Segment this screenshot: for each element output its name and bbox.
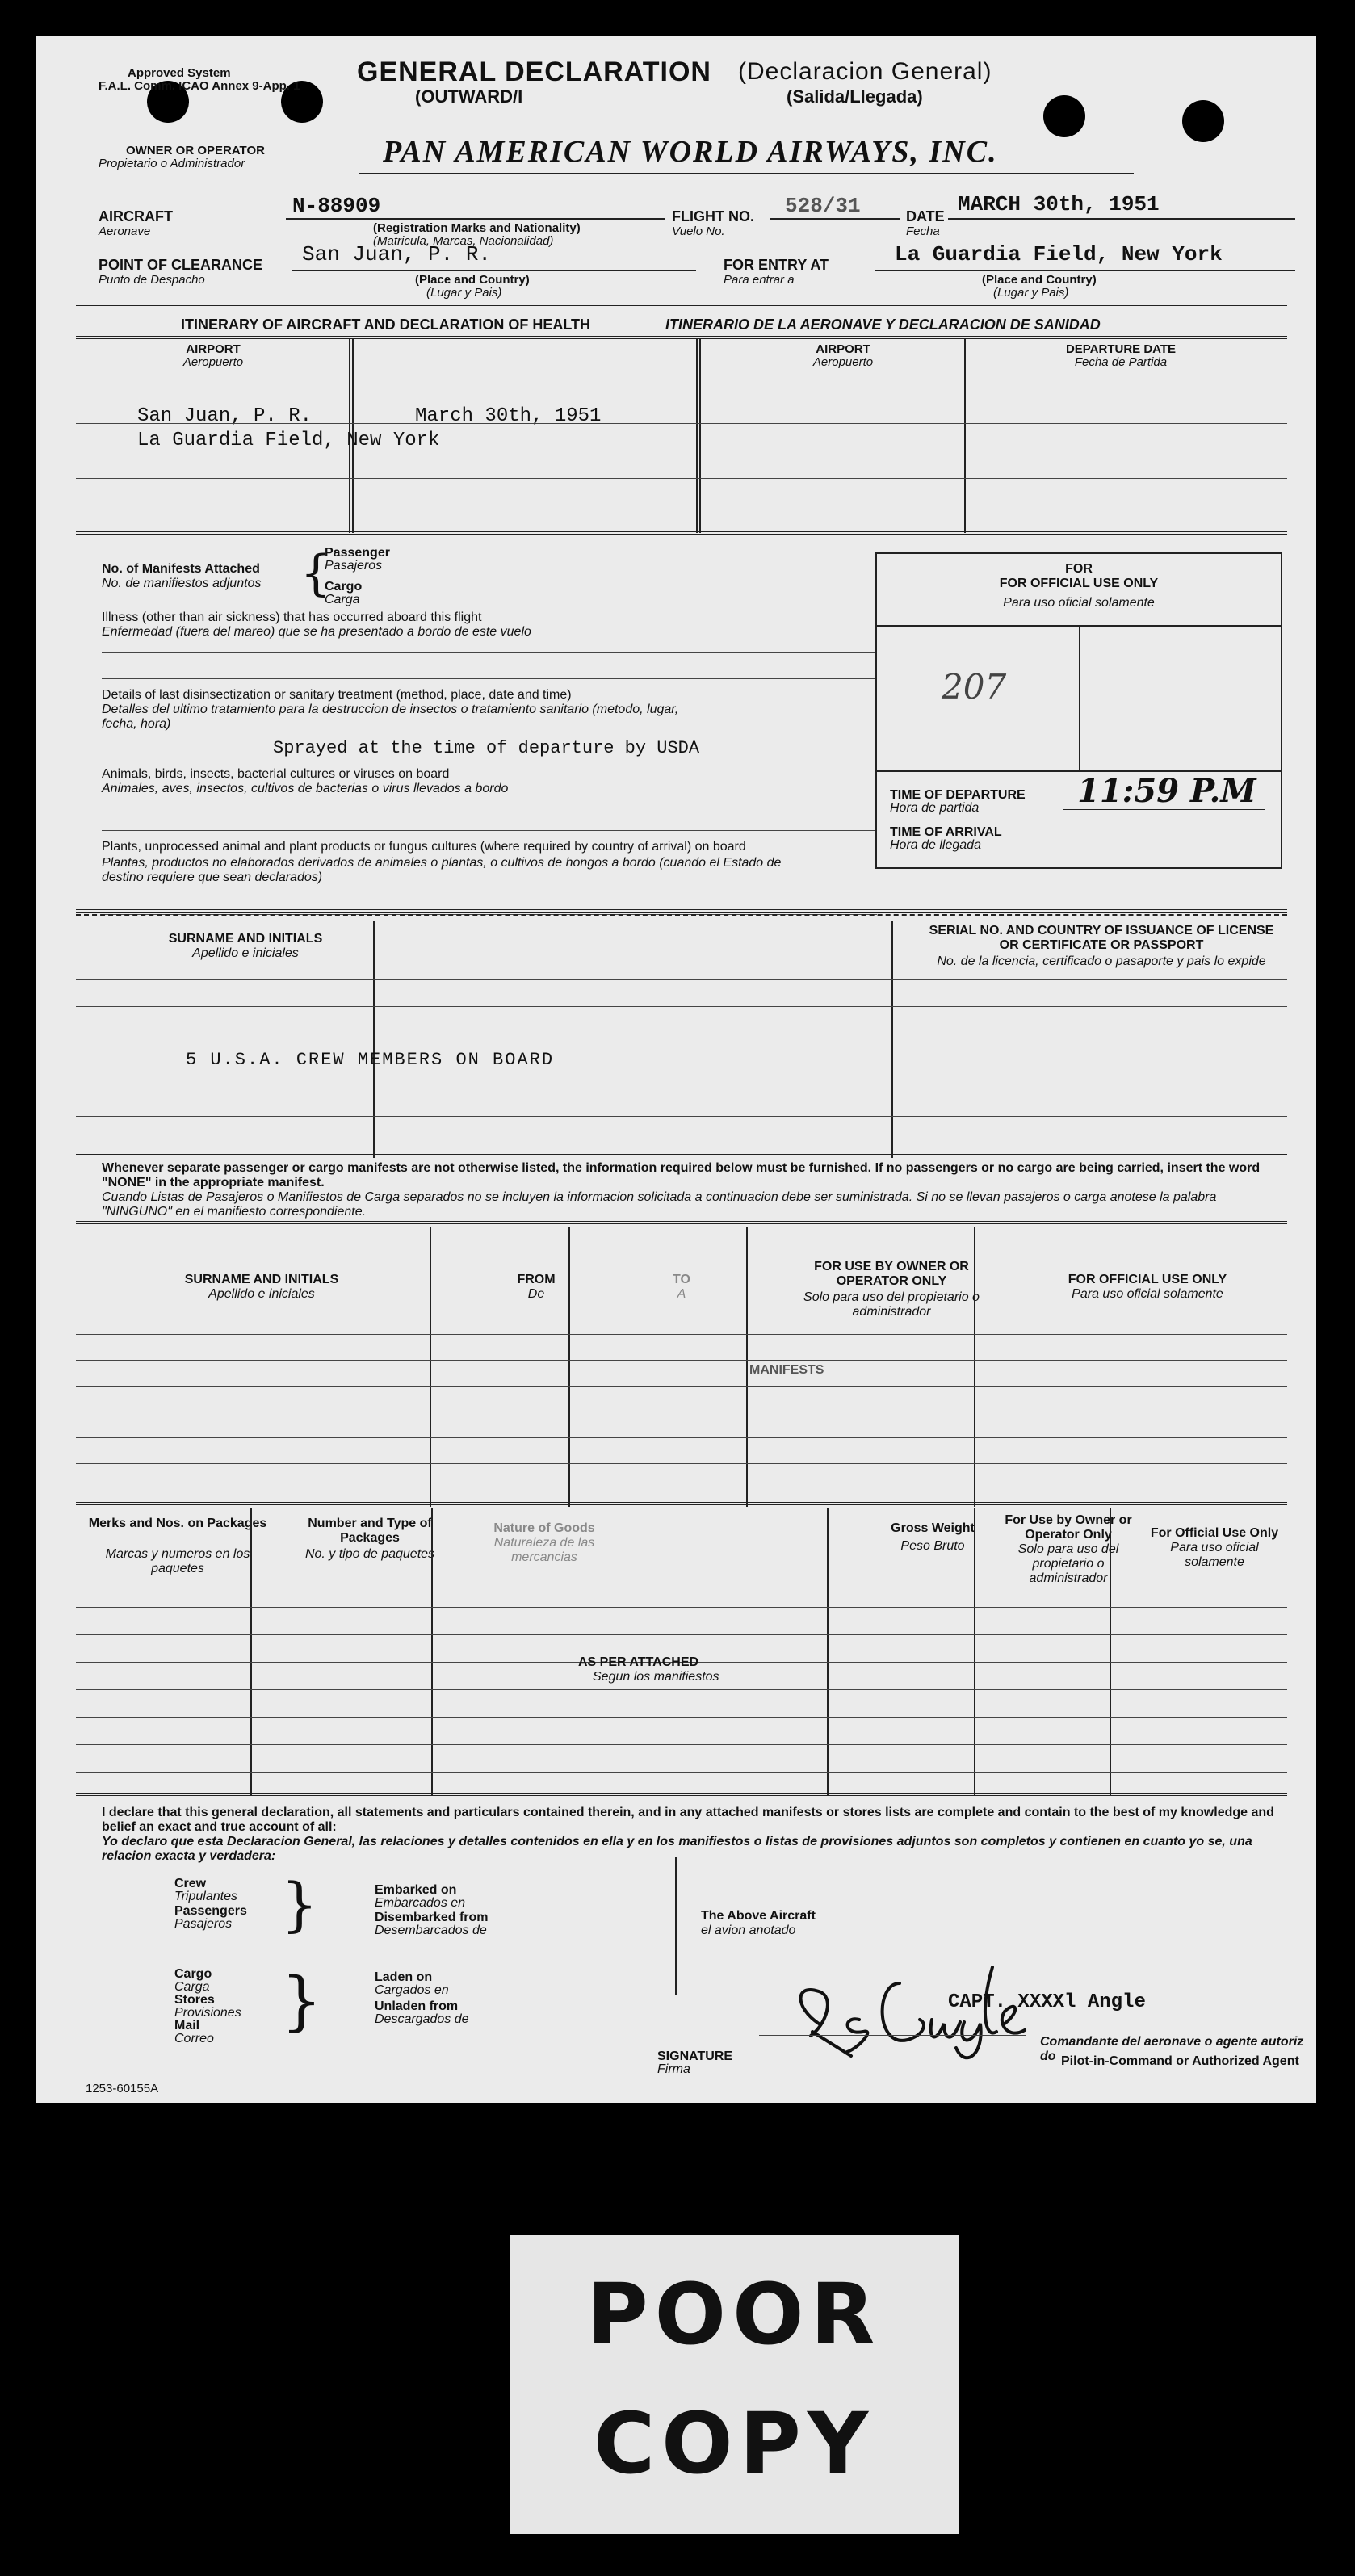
place-note-2: (Place and Country) <box>982 273 1097 287</box>
form-title: GENERAL DECLARATION <box>357 57 711 87</box>
cargo-col-number-es: No. y tipo de paquetes <box>304 1547 435 1561</box>
pax-col-surname-es: Apellido e iniciales <box>208 1287 315 1301</box>
brace-icon: { <box>300 545 332 602</box>
date-label: DATE <box>906 208 945 224</box>
illness-label: Illness (other than air sickness) that has occurred aboard this flight <box>102 610 482 624</box>
pax-col-surname: SURNAME AND INITIALS <box>184 1273 339 1286</box>
form-subtitle-es: (Salida/Llegada) <box>787 86 923 107</box>
decl-laden-es: Cargados en <box>375 1983 449 1997</box>
entry-label-es: Para entrar a <box>724 273 795 287</box>
itinerary-row1-date: March 30th, 1951 <box>415 405 602 427</box>
pax-col-owner: FOR USE BY OWNER OR OPERATOR ONLY <box>814 1260 969 1288</box>
disinsect-label-es: Detalles del ultimo tratamiento para la destruccion de insectos o tratamiento sanitario (metodo, lugar, fecha, hora) <box>102 703 679 731</box>
crew-entry: 5 U.S.A. CREW MEMBERS ON BOARD <box>186 1050 555 1070</box>
animals-label: Animals, birds, insects, bacterial cultures or viruses on board <box>102 767 450 781</box>
decl-above-aircraft-es: el avion anotado <box>701 1924 796 1937</box>
cargo-col-official: For Official Use Only <box>1150 1526 1279 1540</box>
crew-col-serial: SERIAL NO. AND COUNTRY OF ISSUANCE OF LICENSE OR CERTIFICATE OR PASSPORT <box>929 924 1274 952</box>
time-arrival-label: TIME OF ARRIVAL <box>890 825 1002 839</box>
notice-text: Whenever separate passenger or cargo manifests are not otherwise listed, the information required below must be furnished. If no passengers or no cargo are being carried, insert the word "NONE" in the appropriate manifest. <box>102 1161 1261 1189</box>
operator-label: OWNER OR OPERATOR <box>126 144 265 157</box>
flight-label: FLIGHT NO. <box>672 208 754 224</box>
decl-crew-es: Tripulantes <box>174 1890 237 1903</box>
annex-ref: F.A.L. Comm. ICAO Annex 9-App. 1 <box>99 79 300 93</box>
plants-label-es: Plantas, productos no elaborados derivados de animales o plantas, o cultivos de hongos a bordo (cuando el Estado de destino requiere que sean declarados) <box>102 856 782 884</box>
date-value: MARCH 30th, 1951 <box>958 192 1160 216</box>
cargo-col-marks: Merks and Nos. on Packages <box>88 1517 267 1530</box>
decl-pilot: Pilot-in-Command or Authorized Agent <box>1061 2054 1299 2068</box>
cargo-as-per-es: Segun los manifiestos <box>593 1670 719 1684</box>
stamp-line2: COPY <box>593 2394 875 2493</box>
decl-mail-es: Correo <box>174 2032 214 2045</box>
captain-name: CAPT. XXXXl Angle <box>948 1991 1146 2013</box>
cargo-col-marks-es: Marcas y numeros en los paquetes <box>105 1547 250 1575</box>
illness-label-es: Enfermedad (fuera del mareo) que se ha presentado a bordo de este vuelo <box>102 625 531 639</box>
decl-disembarked-es: Desembarcados de <box>375 1924 487 1937</box>
decl-unladen: Unladen from <box>375 1999 459 2013</box>
pax-col-from-es: De <box>527 1287 545 1301</box>
decl-stores-es: Provisiones <box>174 2006 241 2020</box>
crew-col-serial-es: No. de la licencia, certificado o pasaporte y pais lo expide <box>937 954 1266 968</box>
form-title-es: (Declaracion General) <box>738 58 992 85</box>
disinsect-value: Sprayed at the time of departure by USDA <box>273 738 700 758</box>
pax-col-to-es: A <box>677 1287 686 1301</box>
decl-disembarked: Disembarked from <box>375 1911 489 1924</box>
cargo-label-es: Carga <box>325 593 360 606</box>
punch-hole <box>1182 100 1224 142</box>
itinerary-row1-airport: San Juan, P. R. <box>137 405 313 427</box>
itinerary-col-airport-es: Aeropuerto <box>182 355 244 369</box>
flight-value: 528/31 <box>785 194 861 218</box>
brace-icon: } <box>281 1963 322 2038</box>
official-for: FOR <box>1065 562 1093 576</box>
declaration-text-es: Yo declaro que esta Declaracion General, las relaciones y detalles contenidos en ella y en los manifiestos o listas de provisiones adjuntos son completos y contienen en cuanto yo se, una relacion exacta y verdadera: <box>102 1835 1252 1863</box>
animals-label-es: Animales, aves, insectos, cultivos de bacterias o virus llevados a bordo <box>102 782 509 795</box>
cargo-col-nature-es: Naturaleza de las mercancias <box>493 1536 595 1564</box>
itinerary-col-airport: AIRPORT <box>186 342 241 356</box>
punch-hole <box>1043 95 1085 137</box>
decl-embarked: Embarked on <box>375 1883 457 1897</box>
form-number: 1253-60155A <box>86 2082 159 2096</box>
disinsect-label: Details of last disinsectization or sanitary treatment (method, place, date and time) <box>102 688 572 702</box>
cargo-as-per: AS PER ATTACHED <box>578 1655 699 1669</box>
crew-col-surname-es: Apellido e iniciales <box>192 946 299 960</box>
signature-label-es: Firma <box>657 2062 690 2076</box>
decl-stores: Stores <box>174 1993 215 2007</box>
passenger-label-es: Pasajeros <box>325 559 383 573</box>
pax-manifests-note: MANIFESTS <box>749 1363 824 1377</box>
crew-col-surname: SURNAME AND INITIALS <box>168 932 323 946</box>
decl-mail: Mail <box>174 2019 200 2033</box>
decl-unladen-es: Descargados de <box>375 2012 469 2026</box>
cargo-col-official-es: Para uso oficial solamente <box>1170 1541 1259 1569</box>
clearance-label-es: Punto de Despacho <box>99 273 205 287</box>
signature-image <box>762 1935 1069 2064</box>
time-departure-label-es: Hora de partida <box>890 801 980 815</box>
decl-crew: Crew <box>174 1877 207 1890</box>
notice-text-es: Cuando Listas de Pasajeros o Manifiestos de Carga separados no se incluyen la informacion solicitada a continuacion debe ser suministrada. Si no se llevan pasajeros o carga anotese la palabra "NINGUNO" en el manifiesto correspondiente. <box>102 1190 1217 1219</box>
official-heading-es: Para uso oficial solamente <box>1003 596 1155 610</box>
pax-col-to: TO <box>673 1273 690 1286</box>
pax-col-official-es: Para uso oficial solamente <box>1072 1287 1223 1301</box>
official-heading: FOR OFFICIAL USE ONLY <box>999 577 1159 590</box>
declaration-text: I declare that this general declaration, all statements and particulars contained therein, and in any attached manifests or stores lists are complete and contain to the best of my knowledge and belief an exact and true account of all: <box>102 1806 1274 1834</box>
cargo-label: Cargo <box>325 580 363 594</box>
time-departure-label: TIME OF DEPARTURE <box>890 788 1026 802</box>
registration-note-es: (Matricula, Marcas, Nacionalidad) <box>373 234 554 248</box>
approved-system: Approved System <box>128 66 231 80</box>
official-number: 207 <box>942 667 1007 707</box>
manifests-label: No. of Manifests Attached <box>102 562 260 576</box>
decl-cargo: Cargo <box>174 1967 212 1981</box>
pax-col-owner-es: Solo para uso del propietario o administrador <box>803 1290 980 1319</box>
itinerary-col-airport-es-2: Aeropuerto <box>812 355 874 369</box>
operator-label-es: Propietario o Administrador <box>99 157 245 170</box>
cargo-col-weight: Gross Weight <box>891 1521 975 1535</box>
clearance-value: San Juan, P. R. <box>302 242 492 266</box>
decl-laden: Laden on <box>375 1970 433 1984</box>
date-label-es: Fecha <box>906 224 940 238</box>
form-subtitle: (OUTWARD/I <box>415 86 523 107</box>
entry-label: FOR ENTRY AT <box>724 257 829 273</box>
cargo-col-owner: For Use by Owner or Operator Only <box>1005 1513 1132 1542</box>
stamp-line1: POOR <box>586 2265 882 2364</box>
place-note: (Place and Country) <box>415 273 530 287</box>
passenger-label: Passenger <box>325 546 390 560</box>
decl-passengers-es: Pasajeros <box>174 1917 233 1931</box>
operator-name: PAN AMERICAN WORLD AIRWAYS, INC. <box>383 135 998 169</box>
pax-col-official: FOR OFFICIAL USE ONLY <box>1068 1273 1227 1286</box>
pax-col-from: FROM <box>517 1273 556 1286</box>
cargo-col-weight-es: Peso Bruto <box>900 1539 965 1553</box>
decl-above-aircraft: The Above Aircraft <box>701 1909 816 1923</box>
brace-icon: } <box>281 1870 318 1938</box>
itinerary-col-departure: DEPARTURE DATE <box>1065 342 1177 356</box>
poor-copy-stamp <box>510 2235 959 2534</box>
decl-cargo-es: Carga <box>174 1980 210 1994</box>
place-note-es-2: (Lugar y Pais) <box>993 286 1069 300</box>
aircraft-value: N-88909 <box>292 194 381 218</box>
signature-label: SIGNATURE <box>657 2049 733 2063</box>
entry-value: La Guardia Field, New York <box>895 242 1223 266</box>
decl-commandant: Comandante del aeronave o agente autoriz do <box>1040 2035 1304 2063</box>
time-departure-value: 11:59 P.M <box>1077 772 1256 810</box>
cargo-col-owner-es: Solo para uso del propietario o administrador <box>1017 1542 1119 1585</box>
declaration-form <box>36 36 1316 2103</box>
decl-passengers: Passengers <box>174 1904 247 1918</box>
itinerary-col-departure-es: Fecha de Partida <box>1074 355 1168 369</box>
time-arrival-label-es: Hora de llegada <box>890 838 981 852</box>
place-note-es: (Lugar y Pais) <box>426 286 502 300</box>
itinerary-heading: ITINERARY OF AIRCRAFT AND DECLARATION OF HEALTH <box>181 317 590 333</box>
plants-label: Plants, unprocessed animal and plant products or fungus cultures (where required by country of arrival) on board <box>102 840 746 854</box>
clearance-label: POINT OF CLEARANCE <box>99 257 263 273</box>
manifests-label-es: No. de manifiestos adjuntos <box>102 577 262 590</box>
aircraft-label: AIRCRAFT <box>99 208 173 224</box>
itinerary-row2-airport: La Guardia Field, New York <box>137 430 440 451</box>
decl-embarked-es: Embarcados en <box>375 1896 466 1910</box>
cargo-col-number: Number and Type of Packages <box>308 1517 432 1545</box>
registration-note: (Registration Marks and Nationality) <box>373 221 581 235</box>
itinerary-col-airport-2: AIRPORT <box>816 342 870 356</box>
official-use-box <box>875 552 1282 869</box>
flight-label-es: Vuelo No. <box>672 224 725 238</box>
itinerary-heading-es: ITINERARIO DE LA AERONAVE Y DECLARACION DE SANIDAD <box>665 317 1101 333</box>
aircraft-label-es: Aeronave <box>99 224 151 238</box>
cargo-col-nature: Nature of Goods <box>493 1521 595 1535</box>
